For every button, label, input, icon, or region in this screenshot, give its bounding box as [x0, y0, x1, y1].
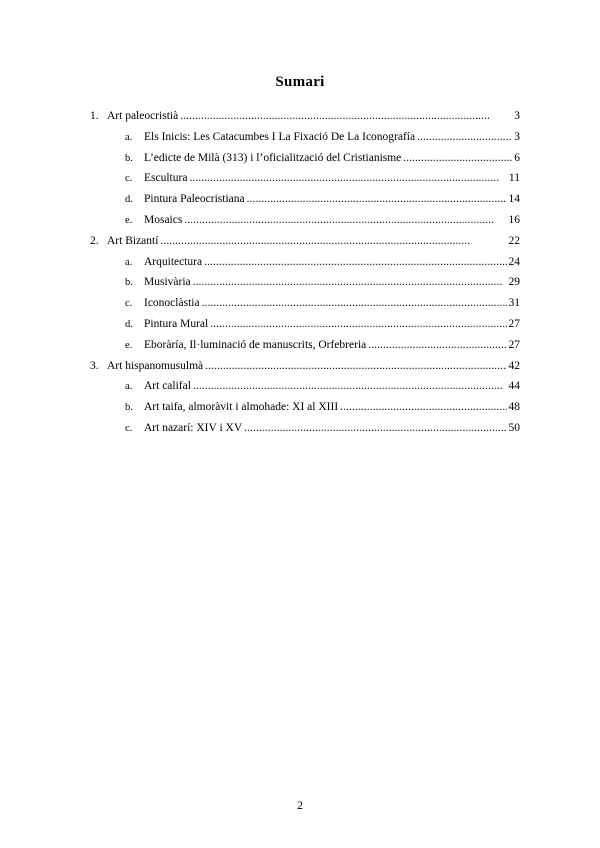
toc-subsection-letter: a.: [125, 131, 133, 143]
toc-dot-leader: [202, 297, 507, 309]
toc-page-number: 24: [508, 255, 520, 268]
toc-subsection-letter: d.: [125, 194, 133, 206]
toc-subsection-title: L’edicte de Milà (313) i l’oficialització del Cristianisme: [144, 151, 402, 164]
toc-subsection-entry[interactable]: [90, 172, 520, 193]
toc-subsection-letter: a.: [125, 256, 133, 268]
toc-dot-leader: [205, 360, 506, 372]
toc-dot-leader: [244, 422, 506, 434]
toc-page-number: 3: [514, 110, 520, 122]
toc-subsection-entry[interactable]: [90, 401, 520, 422]
toc-subsection-entry[interactable]: [90, 256, 520, 277]
toc-dot-leader: [210, 318, 506, 330]
toc-dot-leader: [204, 256, 506, 268]
toc-section-entry[interactable]: [90, 360, 520, 381]
toc-subsection-letter: d.: [125, 318, 133, 330]
toc-subsection-title: Els Inicis: Les Catacumbes I La Fixació De La Iconografía: [144, 130, 416, 143]
toc-subsection-entry[interactable]: [90, 214, 520, 235]
toc-section-number: 3.: [90, 359, 99, 372]
toc-subsection-title: Musivària: [144, 276, 191, 289]
toc-section-entry[interactable]: [90, 110, 520, 131]
toc-subsection-entry[interactable]: [90, 193, 520, 214]
toc-subsection-entry[interactable]: [90, 380, 520, 401]
toc-subsection-letter: b.: [125, 152, 133, 164]
toc-section-entry[interactable]: [90, 235, 520, 256]
toc-subsection-title: Escultura: [144, 172, 188, 185]
toc-dot-leader: [193, 276, 507, 288]
toc-subsection-letter: b.: [125, 277, 133, 289]
toc-subsection-letter: e.: [125, 339, 133, 351]
toc-dot-leader: [193, 380, 507, 392]
toc-dot-leader: [189, 172, 506, 184]
toc-subsection-entry[interactable]: [90, 339, 520, 360]
page-title: Sumari: [275, 74, 325, 90]
toc-page-number: 22: [508, 234, 520, 247]
toc-section-number: 2.: [90, 234, 99, 247]
toc-subsection-letter: c.: [125, 298, 133, 310]
toc-subsection-title: Mosaics: [144, 213, 183, 226]
toc-dot-leader: [417, 131, 512, 143]
toc-page-number: 29: [508, 276, 520, 289]
toc-page-number: 16: [508, 213, 520, 226]
toc-subsection-title: Art califal: [144, 380, 191, 393]
toc-dot-leader: [247, 193, 507, 205]
toc-subsection-entry[interactable]: [90, 276, 520, 297]
toc-dot-leader: [160, 235, 506, 247]
toc-dot-leader: [184, 214, 506, 226]
toc-page-number: 31: [508, 297, 520, 310]
toc-subsection-title: Arquitectura: [144, 255, 203, 268]
toc-section-title: Art hispanomusulmà: [107, 359, 204, 372]
toc-page-number: 48: [508, 401, 520, 414]
toc-subsection-entry[interactable]: [90, 152, 520, 173]
toc-dot-leader: [340, 401, 506, 413]
toc-dot-leader: [368, 339, 506, 351]
toc-page-number: 6: [514, 151, 520, 164]
toc-dot-leader: [403, 152, 512, 164]
toc-section-number: 1.: [90, 110, 99, 122]
toc-page-number: 11: [508, 172, 520, 185]
toc-page-number: 44: [508, 380, 520, 393]
toc-page-number: 50: [508, 421, 520, 434]
toc-page-number: 42: [508, 359, 520, 372]
toc-section-title: Art Bizantí: [107, 234, 159, 247]
toc-page-number: 3: [514, 130, 520, 143]
toc-subsection-title: Eboràría, Il·luminació de manuscrits, Orfebreria: [144, 338, 367, 351]
toc-subsection-letter: c.: [125, 422, 133, 434]
table-of-contents: [90, 110, 520, 443]
toc-subsection-letter: b.: [125, 402, 133, 414]
toc-subsection-letter: e.: [125, 214, 133, 226]
toc-page-number: 27: [508, 338, 520, 351]
toc-subsection-title: Art nazarí: XIV i XV: [144, 421, 243, 434]
toc-dot-leader: [180, 110, 512, 122]
toc-subsection-letter: c.: [125, 173, 133, 185]
toc-subsection-title: Pintura Mural: [144, 317, 209, 330]
toc-subsection-entry[interactable]: [90, 422, 520, 443]
toc-subsection-entry[interactable]: [90, 131, 520, 152]
toc-subsection-title: Iconoclàstia: [144, 297, 200, 310]
toc-subsection-letter: a.: [125, 381, 133, 393]
toc-subsection-entry[interactable]: [90, 318, 520, 339]
toc-subsection-entry[interactable]: [90, 297, 520, 318]
toc-page-number: 14: [508, 193, 520, 206]
toc-page-number: 27: [508, 317, 520, 330]
toc-section-title: Art paleocristià: [107, 110, 179, 122]
toc-subsection-title: Pintura Paleocristiana: [144, 193, 245, 206]
toc-subsection-title: Art taifa, almoràvit i almohade: XI al XIII: [144, 401, 339, 414]
page-number: 2: [297, 798, 303, 812]
